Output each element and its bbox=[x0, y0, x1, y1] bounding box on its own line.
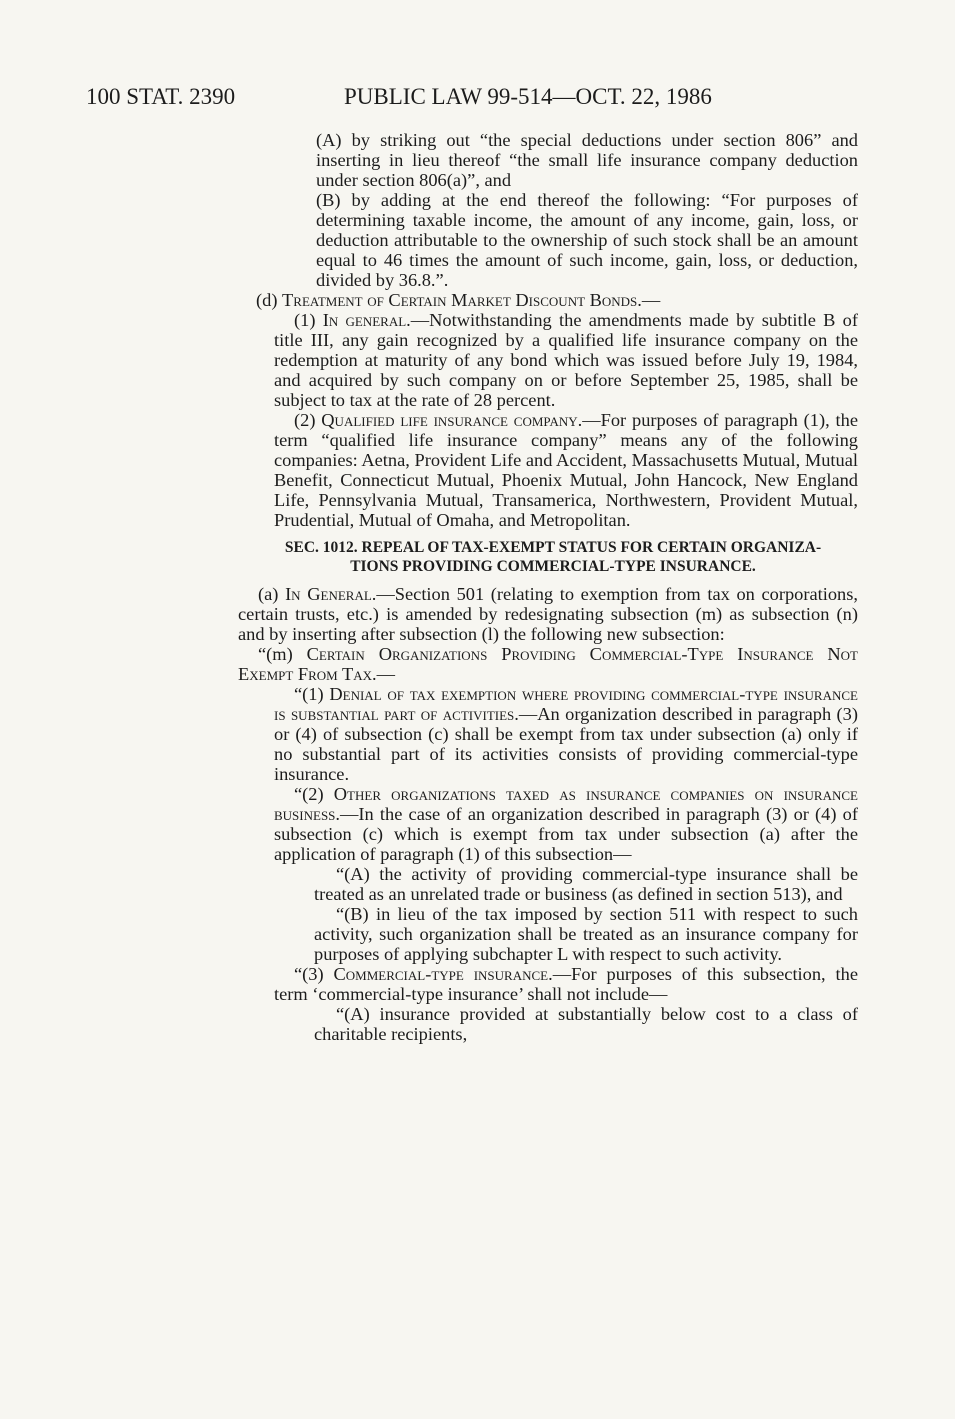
paragraph-m3 bbox=[238, 964, 858, 1004]
paragraph-d1 bbox=[238, 310, 858, 410]
paragraph-m1-label: “(1) bbox=[294, 684, 330, 704]
subparagraph-m2a-text: “(A) the activity of providing commercial-type insurance shall be treated as an unrelated trade or business (as defined in section 513), and bbox=[314, 864, 858, 904]
subparagraph-m2b-text: “(B) in lieu of the tax imposed by section 511 with respect to such activity, such organization shall be treated as an insurance company for purposes of applying subchapter L with respect to such activity. bbox=[314, 904, 858, 964]
paragraph-m2-text: —In the case of an organization described in paragraph (3) or (4) of subsection (c) which is exempt from tax under subsection (a) after the application of paragraph (1) of this subsection— bbox=[274, 804, 858, 864]
section-heading-line-2: TIONS PROVIDING COMMERCIAL-TYPE INSURANCE. bbox=[350, 558, 756, 575]
section-heading bbox=[238, 538, 858, 576]
paragraph-m3-heading: Commercial-type insurance. bbox=[333, 964, 553, 984]
subsection-d-dash: — bbox=[641, 290, 661, 310]
paragraph-m1-text: —An organization described in paragraph (3) or (4) of subsection (c) shall be exempt from tax under subsection (a) only if no substantial part of its activities consists of providing commercial-type insurance. bbox=[274, 704, 859, 784]
subparagraph-b bbox=[238, 190, 858, 290]
paragraph-m3-text: —For purposes of this subsection, the term ‘commercial-type insurance’ shall not include— bbox=[274, 964, 858, 1004]
paragraph-d1-label: (1) bbox=[294, 310, 323, 330]
paragraph-m2-heading: Other organizations taxed as insurance companies on insurance business. bbox=[274, 784, 858, 824]
stat-page-number: 100 STAT. 2390 bbox=[86, 84, 236, 109]
paragraph-d1-heading: In general. bbox=[322, 310, 411, 330]
subsection-a-heading: In General. bbox=[285, 584, 377, 604]
law-text bbox=[238, 130, 858, 1044]
page-header bbox=[86, 84, 866, 114]
paragraph-m1-heading: Denial of tax exemption where providing commercial-type insurance is substantial part of activities. bbox=[274, 684, 858, 724]
subsection-d-heading: Treatment of Certain Market Discount Bonds. bbox=[282, 290, 642, 310]
paragraph-m2 bbox=[238, 784, 858, 864]
paragraph-d2 bbox=[238, 410, 858, 530]
subparagraph-b-text: (B) by adding at the end thereof the following: “For purposes of determining taxable income, the amount of any income, gain, loss, or deduction attributable to the ownership of such stock shall be an amount equal to 46 times the amount of such income, gain, loss, or deduction, divided by 36.8.”. bbox=[316, 190, 858, 290]
subparagraph-m3a-text: “(A) insurance provided at substantially below cost to a class of charitable recipients, bbox=[314, 1004, 858, 1044]
subsection-d-label: (d) bbox=[256, 290, 283, 310]
subsection-d bbox=[256, 290, 858, 310]
subparagraph-m3a bbox=[238, 1004, 858, 1044]
subparagraph-a bbox=[238, 130, 858, 190]
subsection-a-label: (a) bbox=[258, 584, 286, 604]
paragraph-d2-label: (2) bbox=[294, 410, 322, 430]
paragraph-d2-heading: Qualified life insurance company. bbox=[321, 410, 583, 430]
subparagraph-m2b bbox=[238, 904, 858, 964]
paragraph-m3-label: “(3) bbox=[294, 964, 334, 984]
new-subsection-m bbox=[238, 644, 858, 684]
new-subsection-m-dash: — bbox=[376, 664, 396, 684]
paragraph-d2-text: —For purposes of paragraph (1), the term “qualified life insurance company” means any of the following companies: Aetna, Provident Life and Accident, Massachusetts Mutual, Mutual Benefit, Connecticut Mutual, Phoenix Mutual, John Hancock, New England Life, Pennsylvania Mutual, Transamerica, Northwestern, Provident Mutual, Prudential, Mutual of Omaha, and Metropolitan. bbox=[274, 410, 859, 530]
subsection-a-text: —Section 501 (relating to exemption from tax on corporations, certain trusts, etc.) is amended by redesignating subsection (m) as subsection (n) and by inserting after subsection (l) the following new subsection: bbox=[238, 584, 859, 644]
subparagraph-a-text: (A) by striking out “the special deductions under section 806” and inserting in lieu thereof “the small life insurance company deduction under section 806(a)”, and bbox=[316, 130, 858, 190]
paragraph-m2-label: “(2) bbox=[294, 784, 334, 804]
paragraph-m1 bbox=[238, 684, 858, 784]
subparagraph-m2a bbox=[238, 864, 858, 904]
running-head: PUBLIC LAW 99-514—OCT. 22, 1986 bbox=[344, 84, 712, 109]
new-subsection-m-heading: Certain Organizations Providing Commercial-Type Insurance Not Exempt From Tax. bbox=[238, 644, 858, 684]
new-subsection-m-label: “(m) bbox=[258, 644, 307, 664]
section-heading-line-1: SEC. 1012. REPEAL OF TAX-EXEMPT STATUS FOR CERTAIN ORGANIZA- bbox=[284, 539, 822, 556]
paragraph-d1-text: —Notwithstanding the amendments made by subtitle B of title III, any gain recognized by a qualified life insurance company on the redemption at maturity of any bond which was issued before July 19, 1984, and acquired by such company on or before September 25, 1985, shall be subject to tax at the rate of 28 percent. bbox=[274, 310, 858, 410]
subsection-a bbox=[238, 584, 858, 644]
